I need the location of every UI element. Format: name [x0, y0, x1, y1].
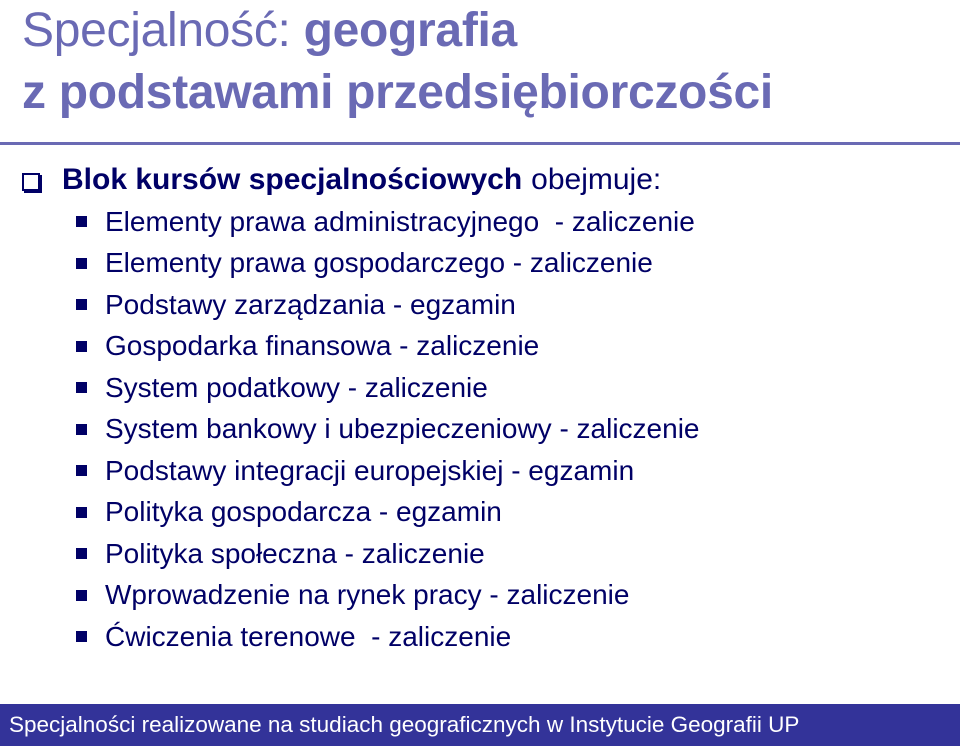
course-label: System bankowy i ubezpieczeniowy - zaliczenie [105, 413, 700, 445]
title-line2-bold: z podstawami przedsiębiorczości [22, 66, 773, 119]
square-bullet-icon [76, 631, 87, 642]
slide-title [22, 0, 773, 124]
square-bullet-icon [76, 258, 87, 269]
course-label: Polityka społeczna - zaliczenie [105, 537, 485, 569]
square-bullet-icon [76, 424, 87, 435]
course-item [76, 326, 700, 368]
course-label: Ćwiczenia terenowe - zaliczenie [105, 620, 512, 652]
course-label: Elementy prawa gospodarczego - zaliczenie [105, 247, 653, 279]
square-bullet-icon [76, 382, 87, 393]
course-item [76, 616, 700, 658]
course-label: Wprowadzenie na rynek pracy - zaliczenie [105, 579, 630, 611]
course-item [76, 575, 700, 617]
course-item [76, 284, 700, 326]
course-label: System podatkowy - zaliczenie [105, 371, 488, 403]
course-item [76, 492, 700, 534]
hollow-square-bullet-icon [22, 173, 40, 191]
course-label: Elementy prawa administracyjnego - zaliczenie [105, 205, 695, 237]
course-label: Podstawy zarządzania - egzamin [105, 288, 516, 320]
square-bullet-icon [76, 590, 87, 601]
square-bullet-icon [76, 465, 87, 476]
title-line1-bold: geografia [303, 4, 517, 57]
main-bullet [22, 163, 661, 197]
title-divider [0, 142, 960, 145]
footer-bar [0, 704, 960, 746]
main-bullet-rest: obejmuje: [531, 163, 662, 196]
square-bullet-icon [76, 548, 87, 559]
course-label: Gospodarka finansowa - zaliczenie [105, 330, 540, 362]
main-bullet-strong: Blok kursów specjalnościowych [62, 163, 523, 196]
footer-text: Specjalności realizowane na studiach geograficznych w Instytucie Geografii UP [9, 712, 800, 737]
course-list [76, 201, 700, 658]
course-item [76, 533, 700, 575]
square-bullet-icon [76, 341, 87, 352]
square-bullet-icon [76, 216, 87, 227]
course-item [76, 201, 700, 243]
course-item [76, 243, 700, 285]
course-label: Polityka gospodarcza - egzamin [105, 496, 502, 528]
course-label: Podstawy integracji europejskiej - egzamin [105, 454, 635, 486]
square-bullet-icon [76, 299, 87, 310]
square-bullet-icon [76, 507, 87, 518]
course-item [76, 450, 700, 492]
course-item [76, 367, 700, 409]
course-item [76, 409, 700, 451]
title-line1-regular: Specjalność: [22, 4, 304, 57]
